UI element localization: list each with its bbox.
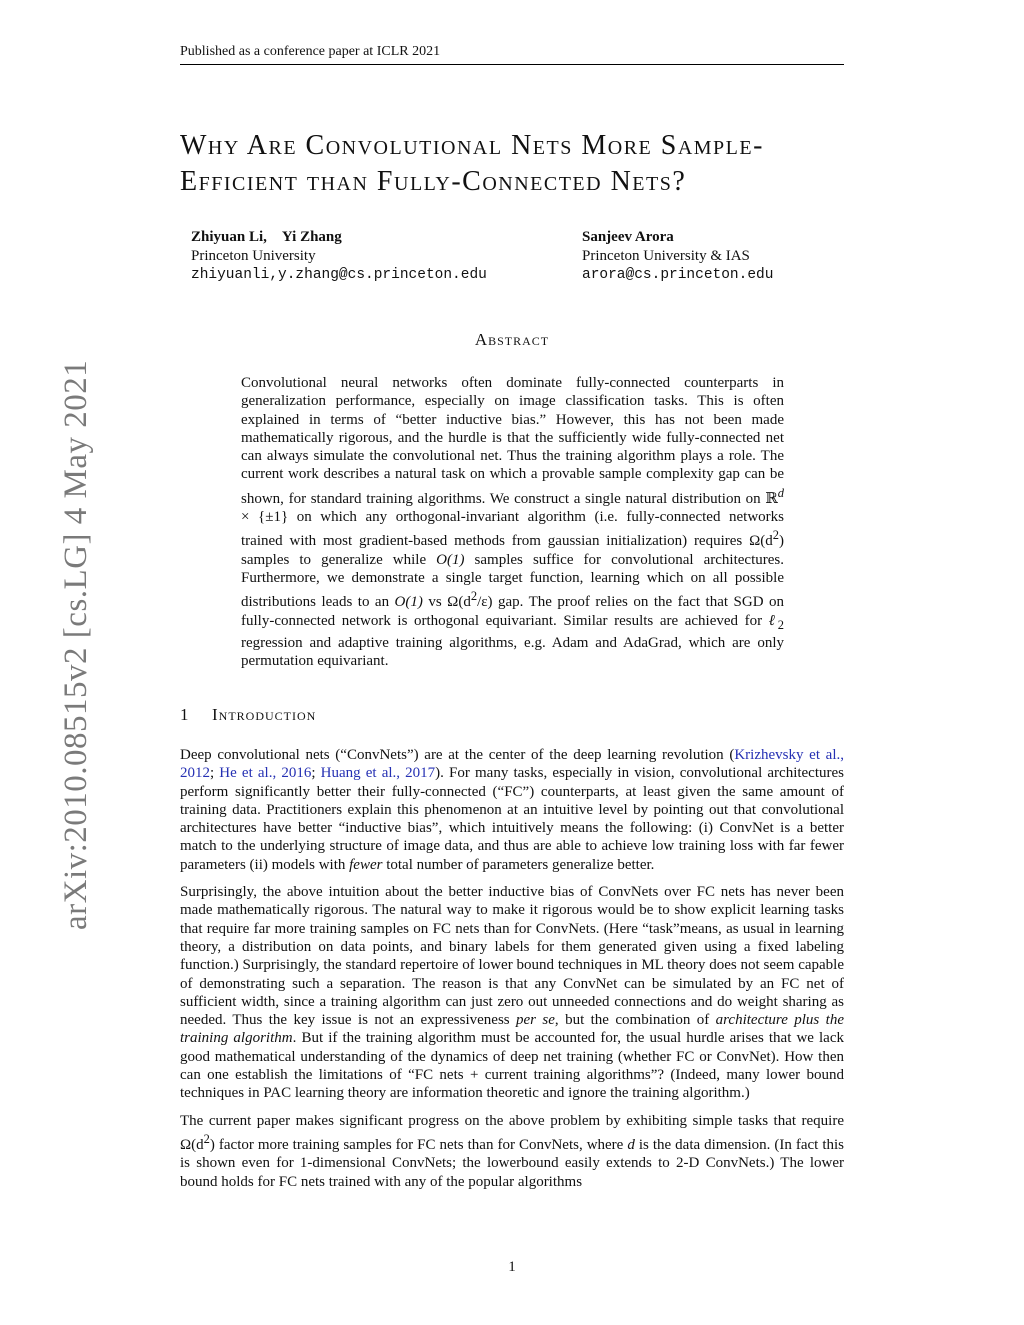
citation-link[interactable]: He et al., 2016 xyxy=(219,765,312,782)
paragraph: Surprisingly, the above intuition about the better inductive bias of ConvNets over FC nets has never been made mathematically rigorous. The natural way to make it rigorous would be to show explicit learning tasks that require far more training samples on FC nets than for ConvNets. (Here “task”means, as usual in learning theory, a distribution on data points, and binary labels for them generated given using a fixed labeling function.) Surprisingly, the standard repertoire of lower bound techniques in ML theory does not seem capable of demonstrating such a separation. The reason is that any ConvNet can be simulated by an FC net of sufficient width, since a training algorithm can just zero out unneeded connections and do weight sharing as needed. Thus the key issue is not an expressiveness per se, but the combination of architecture plus the training algorithm. But if the training algorithm must be accounted for, the usual hurdle arises that we lack good mathematical understanding of the dynamics of deep net training (whether FC or ConvNet). How then can one establish the limitations of “FC nets + current training algorithms”? (Indeed, many lower bound techniques in PAC learning theory are information theoretic and ignore the training algorithm.) xyxy=(180,884,845,1102)
math-expression: ℝ$^d$ × {±1} xyxy=(241,485,784,526)
title-line-1: Why Are Convolutional Nets More Sample- xyxy=(180,130,764,161)
section-title: Introduction xyxy=(212,705,317,724)
citation-link[interactable]: Huang et al., 2017 xyxy=(320,765,436,782)
abstract-text: vs xyxy=(422,594,448,611)
math-expression: O(1) xyxy=(436,551,465,568)
author-affiliation: Princeton University & IAS xyxy=(582,248,750,264)
math-expression: $\Omega(d^2)$ xyxy=(180,1131,215,1153)
author-affiliation: Princeton University xyxy=(191,248,316,264)
math-expression: $\Omega(d^2)$ xyxy=(749,528,784,550)
section-number: 1 xyxy=(180,705,190,724)
abstract-text: samples suffice for convolutional architectures. Furthermore, we demonstrate a single target function, learning which on all possible distributions leads to an xyxy=(241,551,784,611)
arxiv-identifier-stamp: arXiv:2010.08515v2 [cs.LG] 4 May 2021 xyxy=(58,359,94,930)
abstract-text: on which any orthogonal-invariant algorithm (i.e. fully-connected networks trained with most gradient-based methods from gaussian initialization) requires xyxy=(241,509,784,550)
running-header: Published as a conference paper at ICLR 2021 xyxy=(180,44,844,65)
author-block-right xyxy=(582,228,773,285)
author-email: zhiyuanli,y.zhang@cs.princeton.edu xyxy=(191,267,487,283)
abstract-text: Convolutional neural networks often dominate fully-connected counterparts in generalization performance, especially on image classification tasks. This is often explained in terms of “better inductive bias.” However, this has not been made mathematically rigorous, and the hurdle is that the sufficiently wide fully-connected net can always simulate the convolutional net. Thus the training algorithm plays a role. The current work describes a natural task on which a provable sample complexity gap can be shown, for standard training algorithms. We construct a single natural distribution on xyxy=(241,375,784,507)
paragraph: Deep convolutional nets (“ConvNets”) are at the center of the deep learning revolution (Krizhevsky et al., 2012; He et al., 2016; Huang et al., 2017). For many tasks, especially in vision, convolutional architectures perform significantly better their fully-connected (“FC”) counterparts, at least given the same amount of training data. Practitioners explain this phenomenon at an intuitive level by pointing out that convolutional architectures have better “inductive bias”, which intuitively means the following: (i) ConvNet is a better match to the underlying structure of image data, and thus are able to achieve low training loss with far fewer parameters (ii) models with fewer total number of parameters generalize better. xyxy=(180,747,845,873)
introduction-body xyxy=(180,746,844,1200)
math-expression: d xyxy=(627,1136,635,1153)
paragraph: The current paper makes significant progress on the above problem by exhibiting simple tasks that require $\Omega(d^2)$ factor more training samples for FC nets than for ConvNets, where d is the data dimension. (In fact this is shown even for 1-dimensional ConvNets; the lowerbound easily extends to 2-D ConvNets.) The lower bound holds for FC nets trained with any of the popular algorithms xyxy=(180,1112,845,1190)
math-expression: O(1) xyxy=(394,594,423,611)
math-expression: ℓ$_2$ xyxy=(768,612,784,632)
abstract-text: samples to generalize while xyxy=(241,551,437,568)
math-expression: $\Omega(d^2/\varepsilon)$ xyxy=(447,589,493,611)
author-names: Zhiyuan Li, Yi Zhang xyxy=(191,229,342,245)
abstract-text: regression and adaptive training algorithms, e.g. Adam and AdaGrad, which are only permutation equivariant. xyxy=(241,634,784,670)
author-email: arora@cs.princeton.edu xyxy=(582,267,774,283)
section-heading-introduction xyxy=(180,705,316,725)
citation-link[interactable]: Krizhevsky et al., 2012 xyxy=(180,747,844,782)
abstract-heading: Abstract xyxy=(474,330,550,349)
paper-title xyxy=(180,128,870,200)
abstract-body xyxy=(241,374,784,670)
author-block-left xyxy=(191,228,487,285)
page-number: 1 xyxy=(508,1259,516,1275)
author-names: Sanjeev Arora xyxy=(582,229,674,245)
abstract-text: gap. The proof relies on the fact that SGD on fully-connected network is orthogonal equivariant. Similar results are achieved for xyxy=(241,594,785,629)
title-line-2: Efficient than Fully-Connected Nets? xyxy=(180,166,687,197)
